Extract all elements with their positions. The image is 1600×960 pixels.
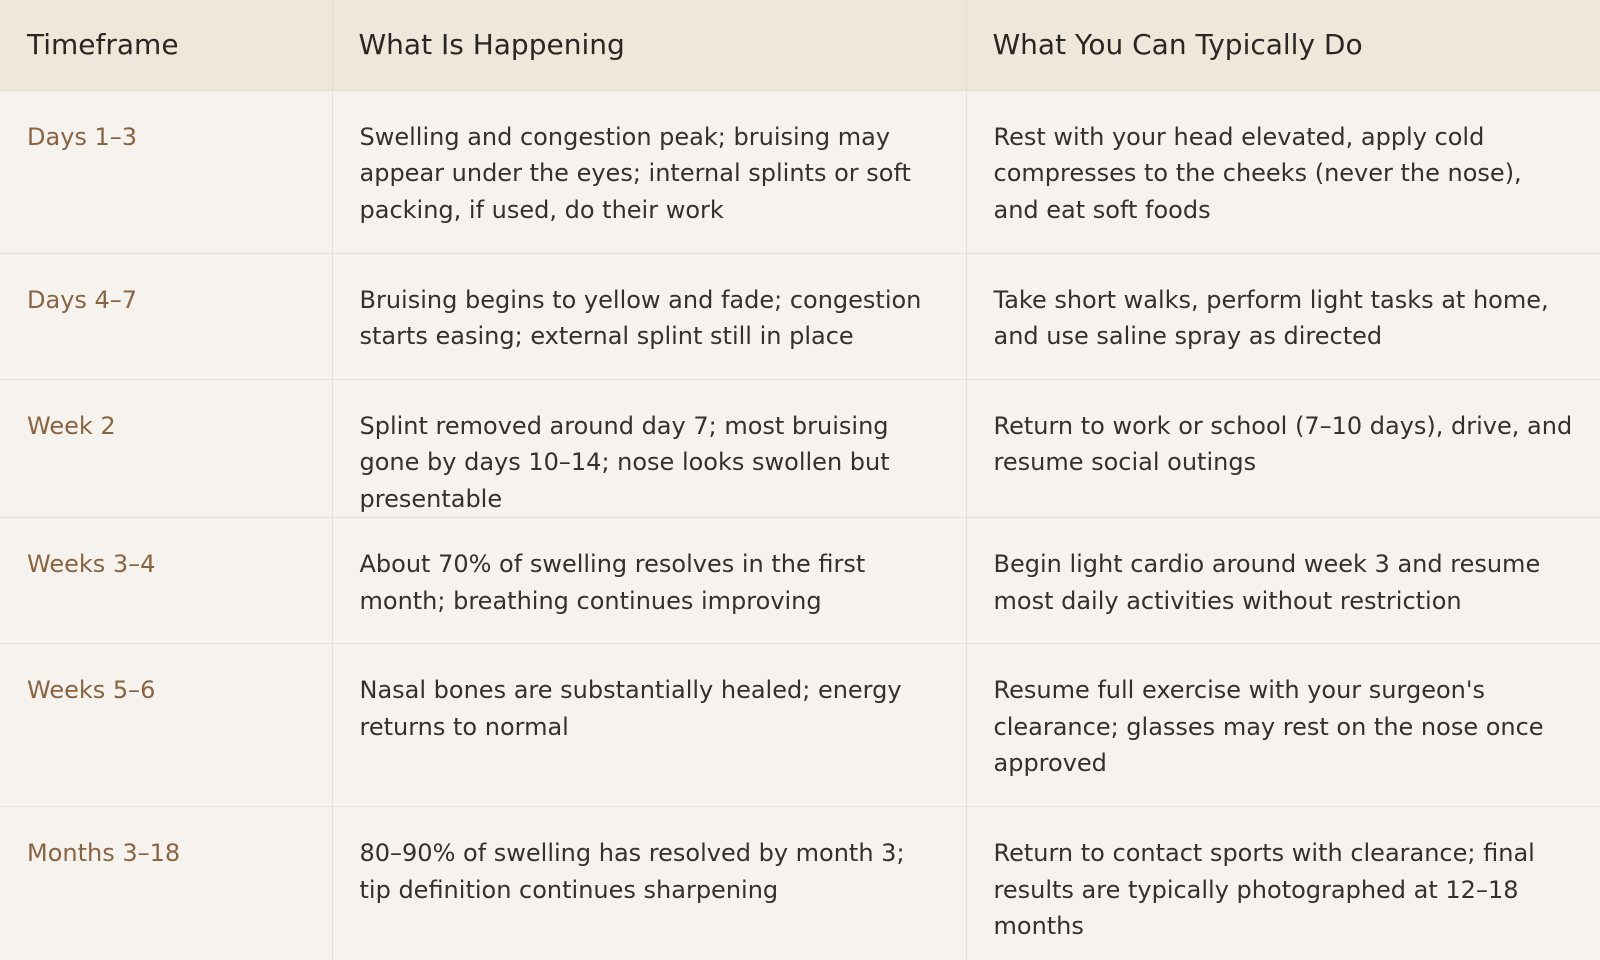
- happening-cell: Swelling and congestion peak; bruising may appear under the eyes; internal splints or soft packing, if used, do their work: [332, 90, 966, 253]
- header-what-you-can-do: What You Can Typically Do: [966, 0, 1600, 90]
- todo-cell: Return to work or school (7–10 days), drive, and resume social outings: [966, 379, 1600, 518]
- header-row: [0, 0, 1600, 90]
- table-row: [0, 644, 1600, 807]
- timeframe-cell: Week 2: [0, 379, 332, 518]
- header-timeframe: Timeframe: [0, 0, 332, 90]
- happening-cell: Splint removed around day 7; most bruising gone by days 10–14; nose looks swollen but presentable: [332, 379, 966, 518]
- happening-cell: Bruising begins to yellow and fade; congestion starts easing; external splint still in place: [332, 253, 966, 379]
- table-row: [0, 90, 1600, 253]
- timeframe-cell: Weeks 3–4: [0, 518, 332, 644]
- timeframe-cell: Days 4–7: [0, 253, 332, 379]
- timeframe-cell: Weeks 5–6: [0, 644, 332, 807]
- todo-cell: Resume full exercise with your surgeon's clearance; glasses may rest on the nose once approved: [966, 644, 1600, 807]
- todo-cell: Rest with your head elevated, apply cold compresses to the cheeks (never the nose), and eat soft foods: [966, 90, 1600, 253]
- header-what-is-happening: What Is Happening: [332, 0, 966, 90]
- todo-cell: Return to contact sports with clearance; final results are typically photographed at 12–18 months: [966, 807, 1600, 960]
- table-row: [0, 518, 1600, 644]
- happening-cell: 80–90% of swelling has resolved by month 3; tip definition continues sharpening: [332, 807, 966, 960]
- timeframe-cell: Days 1–3: [0, 90, 332, 253]
- happening-cell: Nasal bones are substantially healed; energy returns to normal: [332, 644, 966, 807]
- todo-cell: Begin light cardio around week 3 and resume most daily activities without restriction: [966, 518, 1600, 644]
- table-row: [0, 807, 1600, 960]
- happening-cell: About 70% of swelling resolves in the first month; breathing continues improving: [332, 518, 966, 644]
- table-header: [0, 0, 1600, 90]
- table-row: [0, 379, 1600, 518]
- timeframe-cell: Months 3–18: [0, 807, 332, 960]
- table-row: [0, 253, 1600, 379]
- todo-cell: Take short walks, perform light tasks at home, and use saline spray as directed: [966, 253, 1600, 379]
- table-body: [0, 90, 1600, 960]
